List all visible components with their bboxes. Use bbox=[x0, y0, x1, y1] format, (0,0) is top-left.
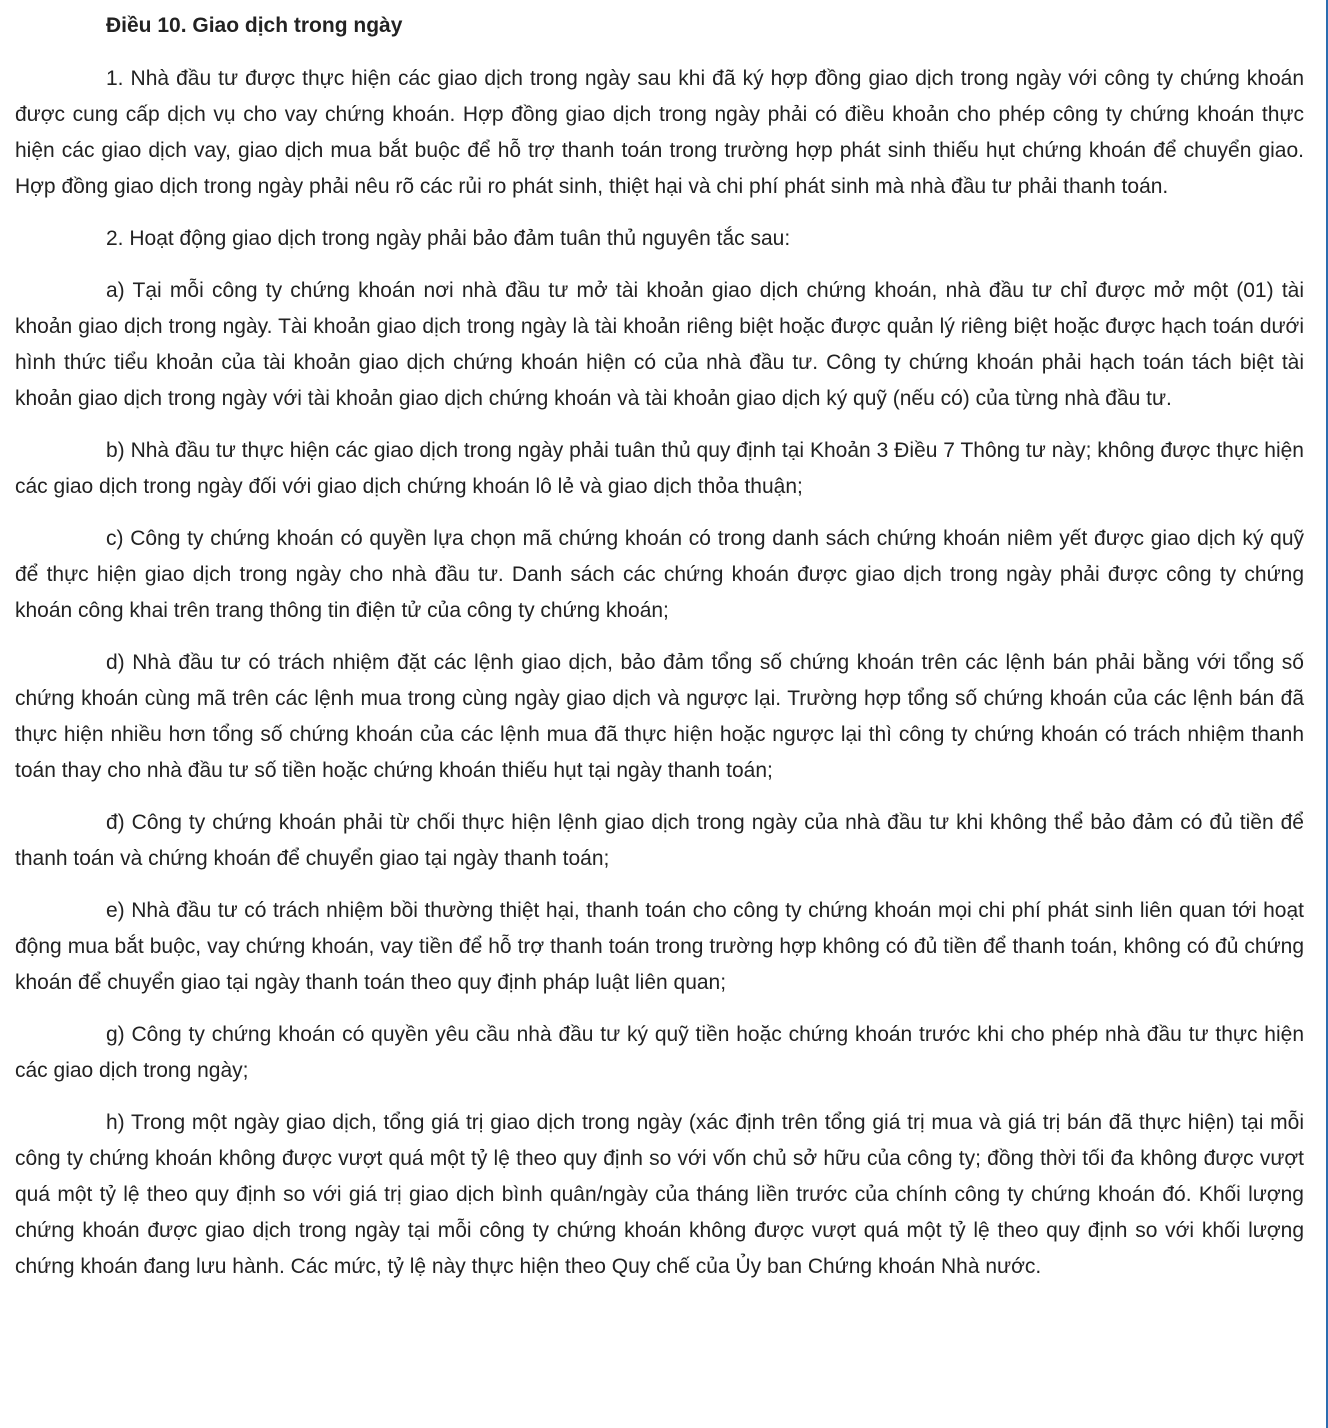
clause-2: 2. Hoạt động giao dịch trong ngày phải bảo đảm tuân thủ nguyên tắc sau: bbox=[106, 227, 791, 250]
point-g: g) Công ty chứng khoán có quyền yêu cầu nhà đầu tư ký quỹ tiền hoặc chứng khoán trước khi cho phép nhà đầu tư thực hiện các giao dịch trong ngày; bbox=[15, 1023, 1304, 1082]
point-dd: đ) Công ty chứng khoán phải từ chối thực hiện lệnh giao dịch trong ngày của nhà đầu tư khi không thể bảo đảm có đủ tiền để thanh toán và chứng khoán để chuyển giao tại ngày thanh toán; bbox=[15, 811, 1304, 870]
point-h: h) Trong một ngày giao dịch, tổng giá trị giao dịch trong ngày (xác định trên tổng giá trị mua và giá trị bán đã thực hiện) tại mỗi công ty chứng khoán không được vượt quá một tỷ lệ theo quy định so với vốn chủ sở hữu của công ty; đồng thời tối đa không được vượt quá một tỷ lệ theo quy định so với giá trị giao dịch bình quân/ngày của tháng liền trước của chính công ty chứng khoán đó. Khối lượng chứng khoán được giao dịch trong ngày tại mỗi công ty chứng khoán không được vượt quá một tỷ lệ theo quy định so với khối lượng chứng khoán đang lưu hành. Các mức, tỷ lệ này thực hiện theo Quy chế của Ủy ban Chứng khoán Nhà nước. bbox=[15, 1111, 1304, 1278]
point-a: a) Tại mỗi công ty chứng khoán nơi nhà đầu tư mở tài khoản giao dịch chứng khoán, nhà đầu tư chỉ được mở một (01) tài khoản giao dịch trong ngày. Tài khoản giao dịch trong ngày là tài khoản riêng biệt hoặc được quản lý riêng biệt hoặc được hạch toán dưới hình thức tiểu khoản của tài khoản giao dịch chứng khoán hiện có của nhà đầu tư. Công ty chứng khoán phải hạch toán tách biệt tài khoản giao dịch trong ngày với tài khoản giao dịch chứng khoán và tài khoản giao dịch ký quỹ (nếu có) của từng nhà đầu tư. bbox=[15, 279, 1304, 410]
clause-1: 1. Nhà đầu tư được thực hiện các giao dịch trong ngày sau khi đã ký hợp đồng giao dịch trong ngày với công ty chứng khoán được cung cấp dịch vụ cho vay chứng khoán. Hợp đồng giao dịch trong ngày phải có điều khoản cho phép công ty chứng khoán thực hiện các giao dịch vay, giao dịch mua bắt buộc để hỗ trợ thanh toán trong trường hợp phát sinh thiếu hụt chứng khoán để chuyển giao. Hợp đồng giao dịch trong ngày phải nêu rõ các rủi ro phát sinh, thiệt hại và chi phí phát sinh mà nhà đầu tư phải thanh toán. bbox=[15, 67, 1304, 198]
point-e: e) Nhà đầu tư có trách nhiệm bồi thường thiệt hại, thanh toán cho công ty chứng khoán mọi chi phí phát sinh liên quan tới hoạt động mua bắt buộc, vay chứng khoán, vay tiền để hỗ trợ thanh toán trong trường hợp không có đủ tiền để thanh toán, không có đủ chứng khoán để chuyển giao tại ngày thanh toán theo quy định pháp luật liên quan; bbox=[15, 899, 1304, 994]
legal-document bbox=[15, 8, 1304, 1301]
point-d: d) Nhà đầu tư có trách nhiệm đặt các lệnh giao dịch, bảo đảm tổng số chứng khoán trên các lệnh bán phải bằng với tổng số chứng khoán cùng mã trên các lệnh mua trong cùng ngày giao dịch và ngược lại. Trường hợp tổng số chứng khoán của các lệnh bán đã thực hiện nhiều hơn tổng số chứng khoán của các lệnh mua đã thực hiện hoặc ngược lại thì công ty chứng khoán có trách nhiệm thanh toán thay cho nhà đầu tư số tiền hoặc chứng khoán thiếu hụt tại ngày thanh toán; bbox=[15, 651, 1304, 782]
article-heading: Điều 10. Giao dịch trong ngày bbox=[106, 14, 403, 37]
point-c: c) Công ty chứng khoán có quyền lựa chọn mã chứng khoán có trong danh sách chứng khoán niêm yết được giao dịch ký quỹ để thực hiện giao dịch trong ngày cho nhà đầu tư. Danh sách các chứng khoán được giao dịch trong ngày phải được công ty chứng khoán công khai trên trang thông tin điện tử của công ty chứng khoán; bbox=[15, 527, 1304, 622]
point-b: b) Nhà đầu tư thực hiện các giao dịch trong ngày phải tuân thủ quy định tại Khoản 3 Điều 7 Thông tư này; không được thực hiện các giao dịch trong ngày đối với giao dịch chứng khoán lô lẻ và giao dịch thỏa thuận; bbox=[15, 439, 1304, 498]
